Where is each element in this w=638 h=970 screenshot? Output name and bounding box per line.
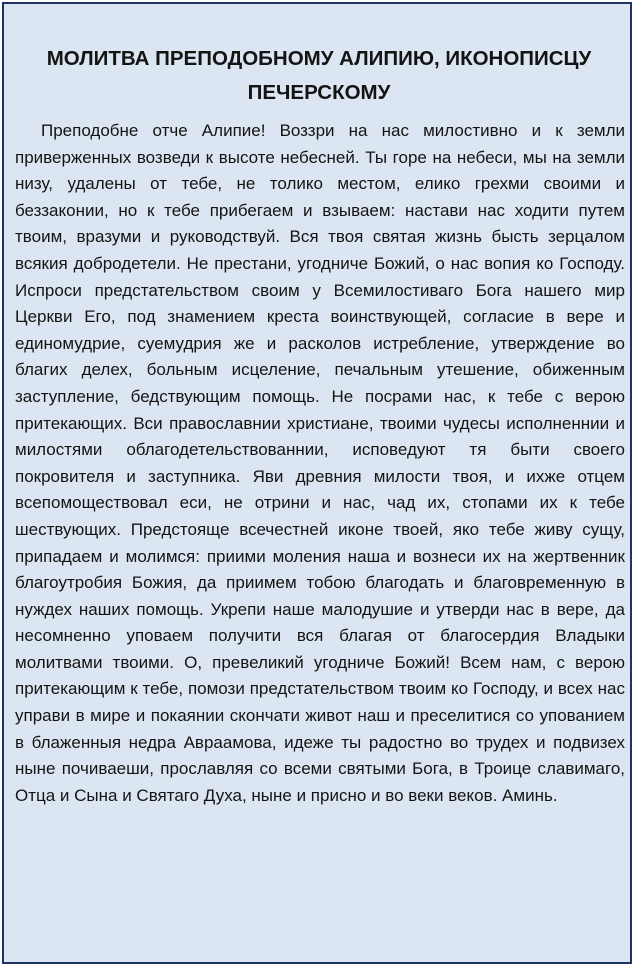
prayer-body: Преподобне отче Алипие! Воззри на нас милостивно и к земли приверженных возведи к высоте небесней. Ты горе на небеси, мы на земли низу, удалены от тебе, не толико местом, елико грехми своими и беззаконии, но к тебе прибегаем и взываем: настави нас ходити путем твоим, вразуми и руководствуй. Вся твоя святая жизнь бысть зерцалом всякия добродетели. Не престани, угодниче Божий, о нас вопия ко Господу. Испроси предстательством своим у Всемилостиваго Бога нашего мир Церкви Его, под знамением креста воинствующей, согласие в вере и единомудрие, суемудрия же и расколов истребление, утверждение во благих делех, больным исцеление, печальным утешение, обиженным заступление, бедствующим помощь. Не посрами нас, к тебе с верою притекающих. Вси православнии христиане, твоими чудесы исполненнии и милостями облагодетельствованнии, исповедуют тя быти своего покровителя и заступника. Яви древния милости твоя, и ихже отцем всепомоществовал еси, не отрини и нас, чад их, стопами их к тебе шествующих. Предстояще всечестней иконе твоей, яко тебе живу сущу, припадаем и молимся: приими моления наша и вознеси их на жертвенник благоутробия Божия, да приимем тобою благодать и благовременную в нуждех наших помощь. Укрепи наше малодушие и утверди нас в вере, да несомненно уповаем получити вся благая от благосердия Владыки молитвами твоими. О, превеликий угодниче Божий! Всем нам, с верою притекающим к тебе, помози предстательством твоим ко Господу, и всех нас управи в мире и покаянии скончати живот наш и преселитися со упованием в блаженныя недра Авраамова, идеже ты радостно во трудех и подвизех ныне почиваеши, прославляя со всеми святыми Бога, в Троице славимаго, Отца и Сына и Святаго Духа, ныне и присно и во веки веков. Аминь.	[15, 121, 625, 805]
prayer-card	[2, 2, 632, 964]
prayer-title: МОЛИТВА ПРЕПОДОБНОМУ АЛИПИЮ, ИКОНОПИСЦУ ПЕЧЕРСКОМУ	[46, 47, 592, 104]
